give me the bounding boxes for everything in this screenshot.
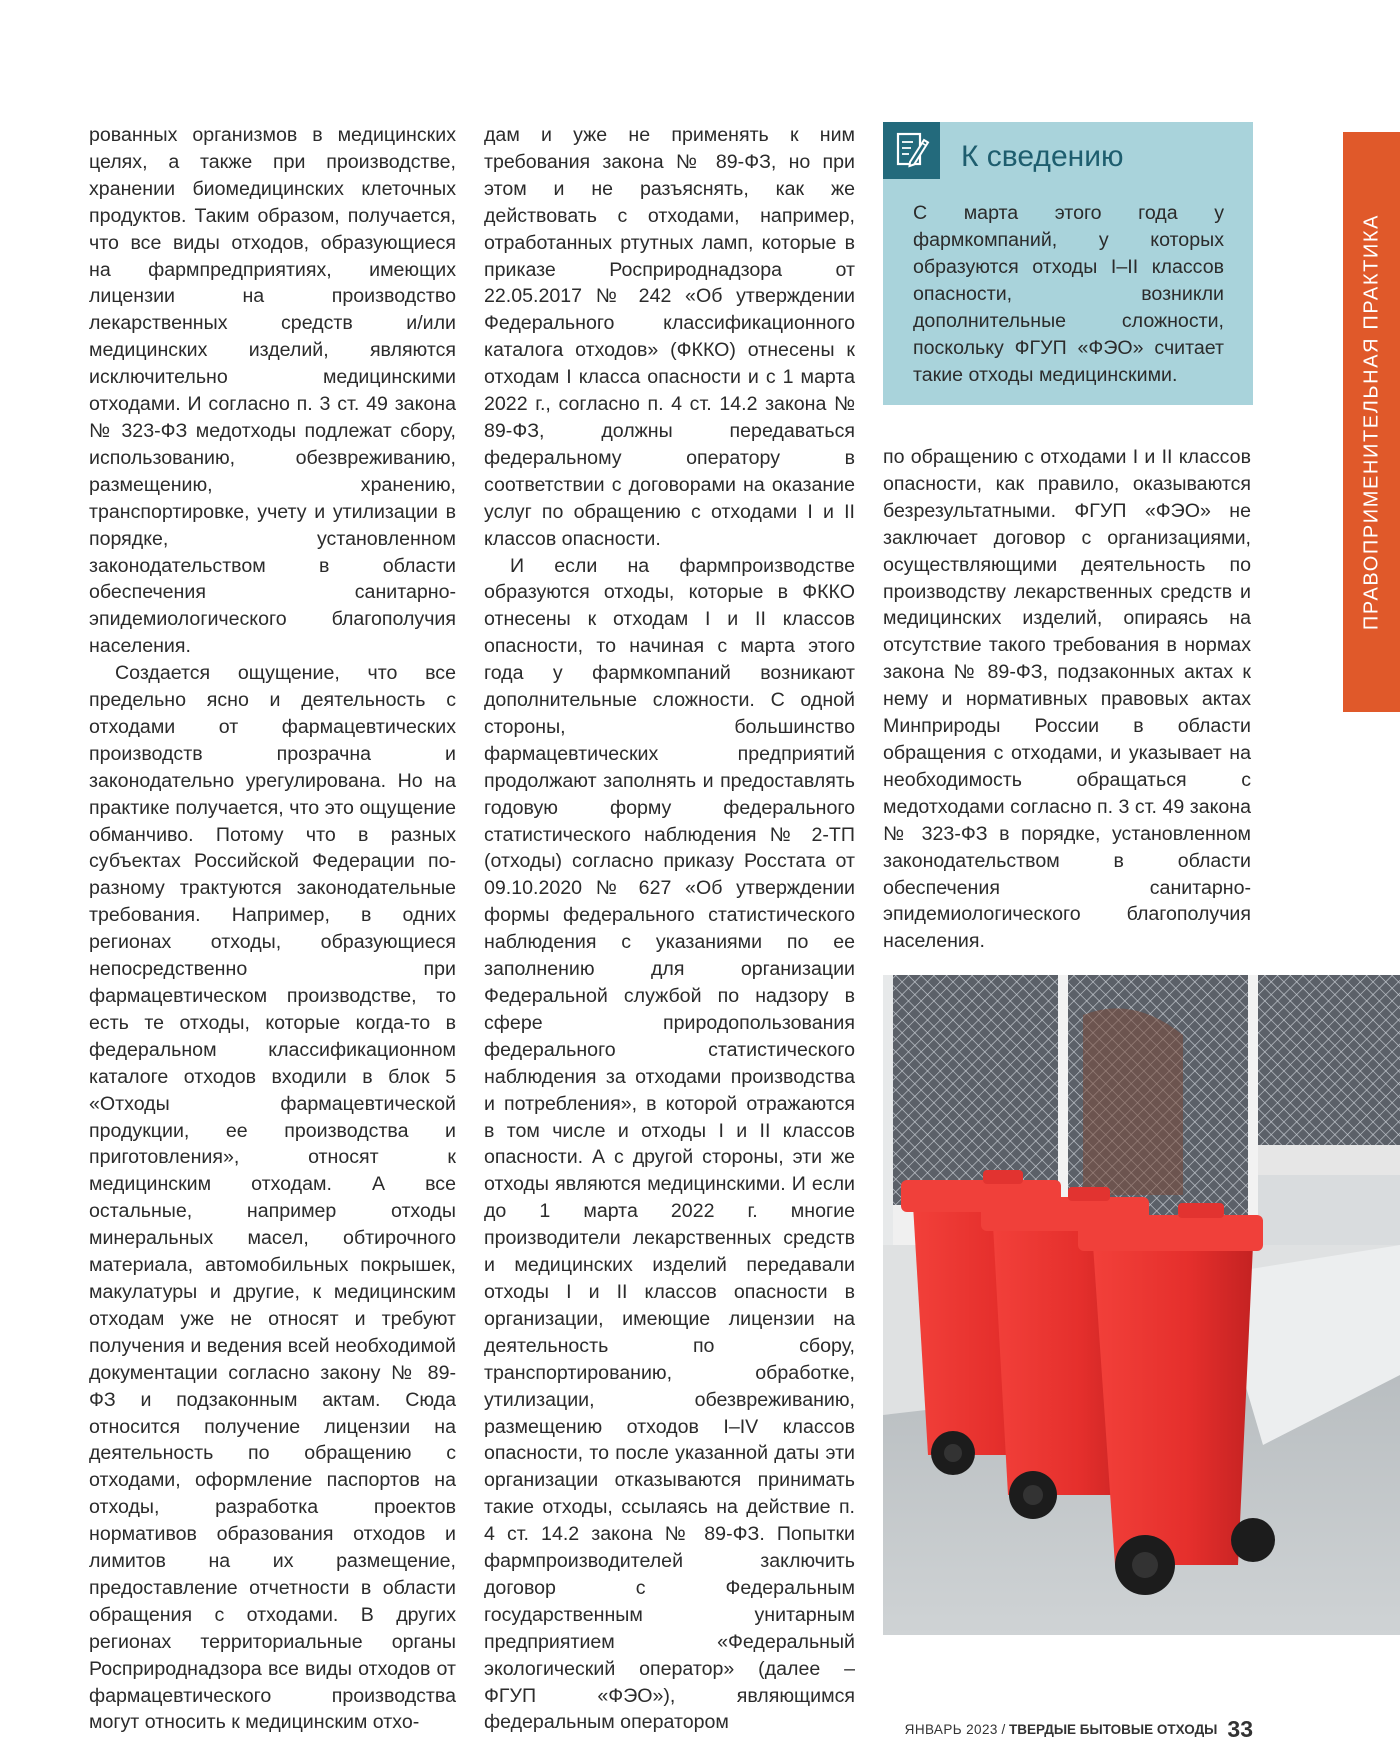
- section-tab-label: ПРАВОПРИМЕНИТЕЛЬНАЯ ПРАКТИКА: [1360, 213, 1382, 631]
- sidebar-title: К сведению: [961, 140, 1124, 173]
- info-sidebar: [883, 122, 1253, 405]
- note-pencil-icon: [883, 122, 940, 179]
- journal-title: ТВЕРДЫЕ БЫТОВЫЕ ОТХОДЫ: [1009, 1722, 1218, 1737]
- sidebar-text: С марта этого года у фармкомпаний, у которых образуются отходы I–II классов опасности, возникли дополнительные сложности, поскольку ФГУП «ФЭО» считает такие отходы медицинскими.: [913, 202, 1224, 386]
- paragraph: Создается ощущение, что все предельно ясно и деятельность с отходами от фармацевтических производств прозрачна и законодательно урегулирована. Но на практике получается, что это ощущение обманчиво. Потому что в разных субъектах Российской Федерации по-разному трактуются законодательные требования. Например, в одних регионах отходы, образующиеся непосредственно при фармацевтическом производстве, то есть те отходы, которые когда-то в федеральном классификационном каталоге отходов входили в блок 5 «Отходы фармацевтической продукции, ее производства и приготовления», относят к медицинским отходам. А все остальные, например отходы минеральных масел, обтирочного материала, автомобильных покрышек, макулатуры и другие, к медицинским отходам уже не относят и требуют получения и ведения всей необходимой документации согласно закону № 89-ФЗ и подзаконным актам. Сюда относится получение лицензии на деятельность по обращению с отходами, оформление паспортов на отходы, разработка проектов нормативов образования отходов и лимитов на их размещение, предоставление отчетности в области обращения с отходами. В других регионах территориальные органы Росприроднадзора все виды отходов от фармацевтического производства могут относить к медицинским отхо-: [89, 662, 456, 1734]
- paragraph: дам и уже не применять к ним требования закона № 89-ФЗ, но при этом и не разъяснять, как же действовать с отходами, например, отработанных ртутных ламп, которые в приказе Росприроднадзора от 22.05.2017 № 242 «Об утверждении Федерального классификационного каталога отходов» (ФККО) отнесены к отходам I класса опасности и с 1 марта 2022 г., согласно п. 4 ст. 14.2 закона № 89-ФЗ, должны передаваться федеральному оператору в соответствии с договорами на оказание услуг по обращению с отходами I и II классов опасности.: [484, 124, 855, 550]
- paragraph: по обращению с отходами I и II классов опасности, как правило, оказываются безрезультатными. ФГУП «ФЭО» не заключает договор с организациями, осуществляющими деятельность по производству лекарственных средств и медицинских изделий, опираясь на отсутствие такого требования в нормах закона № 89-ФЗ, подзаконных актах к нему и нормативных правовых актах Минприроды России в области обращения с отходами, и указывает на необходимость обращаться с медотходами согласно п. 3 ст. 49 закона № 323-ФЗ в порядке, установленном законодательством в области обеспечения санитарно-эпидемиологического благополучия населения.: [883, 446, 1251, 953]
- paragraph: И если на фармпроизводстве образуются отходы, которые в ФККО отнесены к отходам I и II классов опасности, то начиная с марта этого года у фармкомпаний возникают дополнительные сложности. С одной стороны, большинство фармацевтических предприятий продолжают заполнять и предоставлять годовую форму федерального статистического наблюдения № 2-ТП (отходы) согласно приказу Росстата от 09.10.2020 № 627 «Об утверждении формы федерального статистического наблюдения с указаниями по ее заполнению для организации Федеральной службой по надзору в сфере природопользования федерального статистического наблюдения за отходами производства и потребления», в которой отражаются в том числе и отходы I и II классов опасности. А с другой стороны, эти же отходы являются медицинскими. И если до 1 марта 2022 г. многие производители лекарственных средств и медицинских изделий передавали отходы I и II классов опасности в организации, имеющие лицензии на деятельность по сбору, транспортированию, обработке, утилизации, обезвреживанию, размещению отходов I–IV классов опасности, то после указанной даты эти организации отказываются принимать такие отходы, ссылаясь на действие п. 4 ст. 14.2 закона № 89-ФЗ. Попытки фармпроизводителей заключить договор с Федеральным государственным унитарным предприятием «Федеральный экологический оператор» (далее – ФГУП «ФЭО»), являющимся федеральным оператором: [484, 554, 855, 1734]
- page-number: 33: [1227, 1716, 1253, 1742]
- page-footer: [905, 1716, 1253, 1743]
- footer-separator: /: [997, 1722, 1010, 1737]
- article-column-3: [883, 444, 1251, 955]
- article-column-2: [484, 122, 855, 1736]
- article-column-1: [89, 122, 456, 1736]
- photo-red-waste-bins: [883, 975, 1400, 1635]
- paragraph: рованных организмов в медицинских целях, а также при производстве, хранении биомедицинских клеточных продуктов. Таким образом, получается, что все виды отходов, образующиеся на фармпредприятиях, имеющих лицензии на производство лекарственных средств и/или медицинских изделий, являются исключительно медицинскими отходами. И согласно п. 3 ст. 49 закона № 323-ФЗ медотходы подлежат сбору, использованию, обезвреживанию, размещению, хранению, транспортировке, учету и утилизации в порядке, установленном законодательством в области обеспечения санитарно-эпидемиологического благополучия населения.: [89, 124, 456, 658]
- issue-date: ЯНВАРЬ 2023: [904, 1722, 998, 1737]
- section-tab: [1343, 132, 1400, 712]
